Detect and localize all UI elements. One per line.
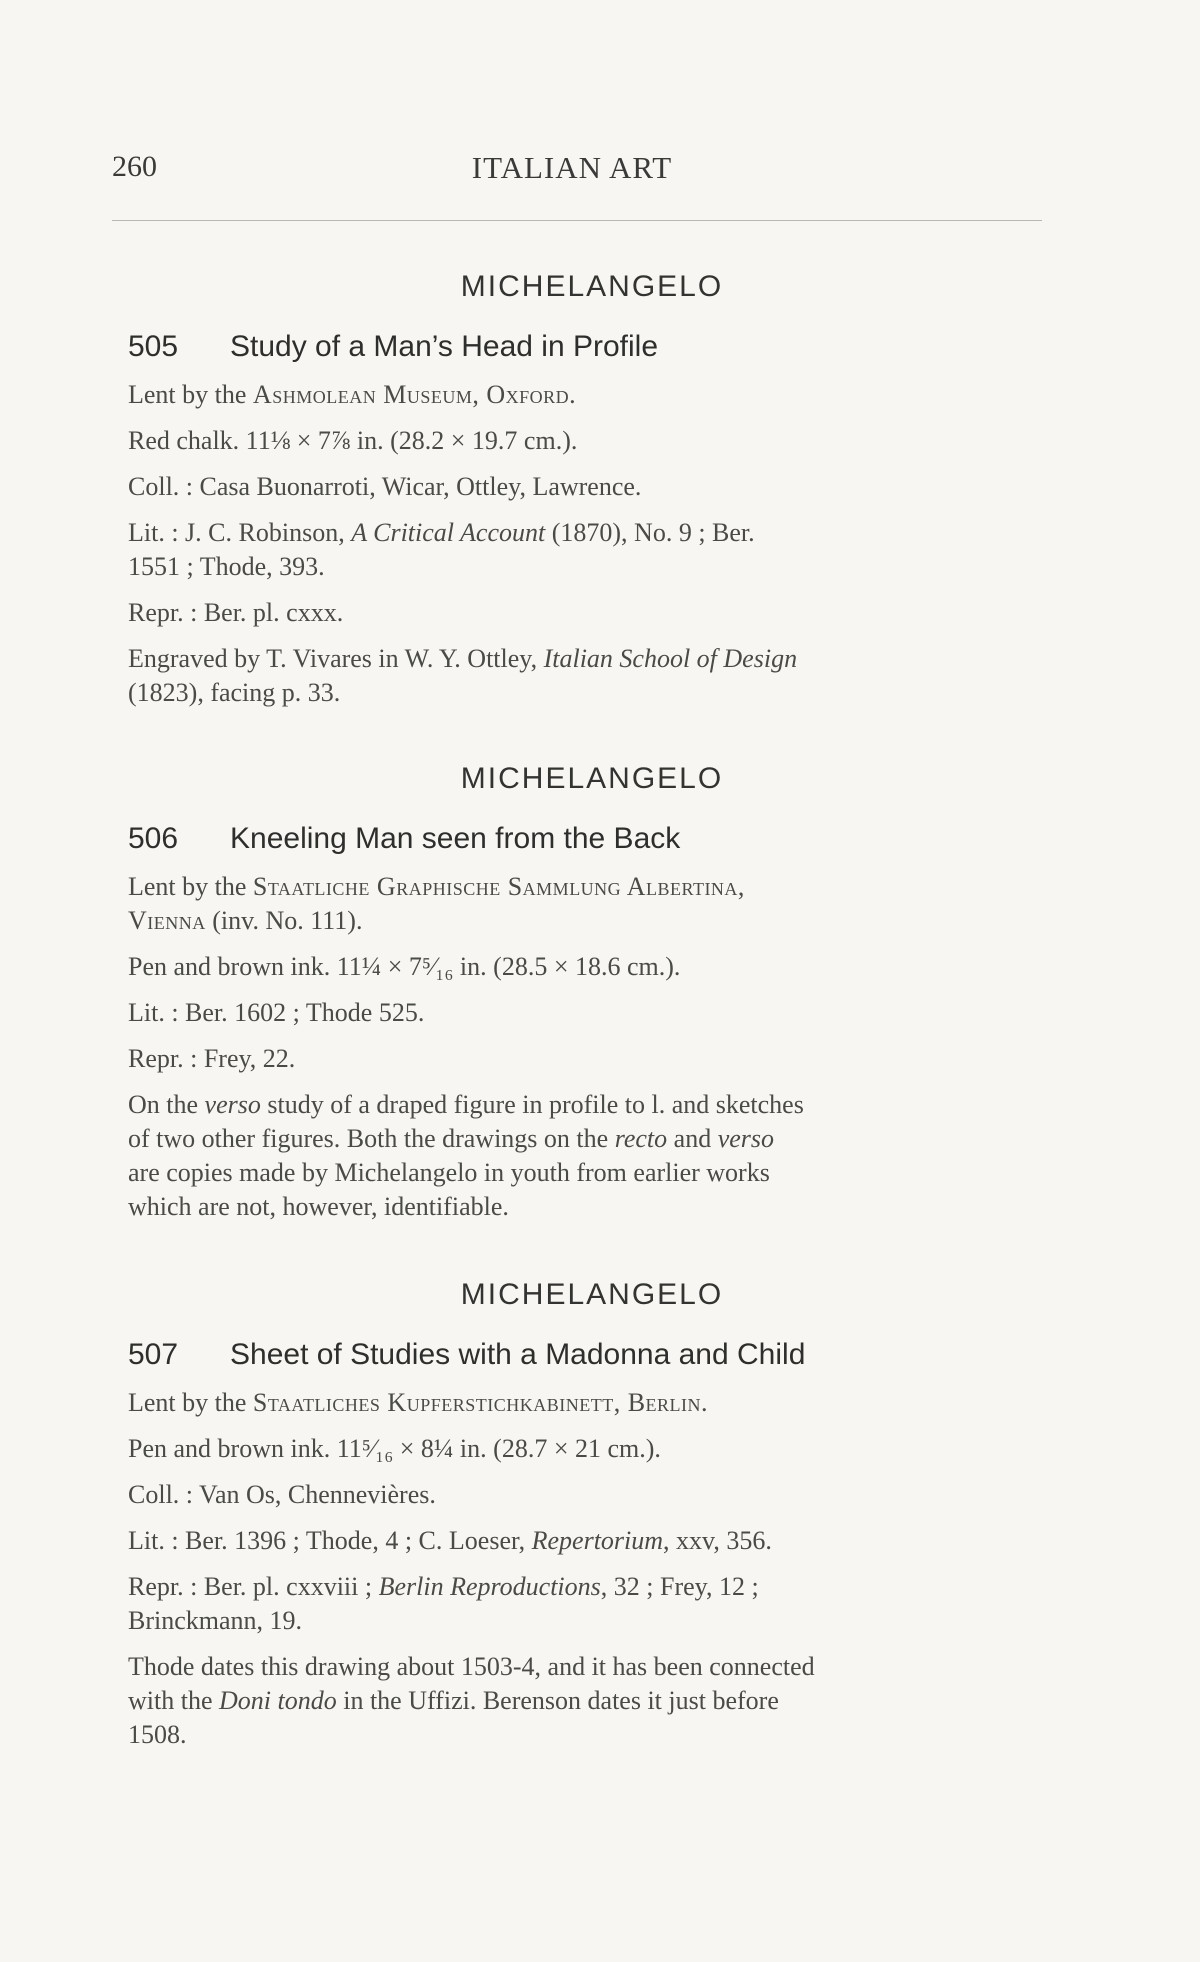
lent-prefix: Lent by the [128, 1388, 253, 1417]
note-text: of two other figures. Both the drawings on the [128, 1124, 615, 1153]
literature-line-cont: 1551 ; Thode, 393. [128, 552, 325, 581]
note-italic: Doni tondo [219, 1686, 337, 1715]
lit-text: Lit. : Ber. 1396 ; Thode, 4 ; C. Loeser, [128, 1526, 532, 1555]
note-line-cont [128, 1684, 1056, 1718]
lit-italic: Repertorium [531, 1526, 664, 1555]
note-italic: Italian School of Design [543, 644, 798, 673]
lender-name: Staatliches Kupferstichkabinett, Berlin. [252, 1388, 709, 1417]
collection-line: Coll. : Casa Buonarroti, Wicar, Ottley, Lawrence. [128, 472, 642, 501]
running-head [112, 150, 1032, 190]
note-text: in the Uffizi. Berenson dates it just before [336, 1686, 779, 1715]
reproduction-line [128, 1570, 1056, 1604]
repr-text: , 32 ; Frey, 12 ; [600, 1572, 759, 1601]
note-italic: verso [204, 1090, 261, 1119]
lender-line-cont [128, 904, 1056, 938]
note-line [128, 1088, 1056, 1122]
reproduction-line: Repr. : Ber. pl. cxxx. [128, 598, 344, 627]
entry-title-line [128, 822, 1056, 856]
note-line-cont: 1508. [128, 1720, 187, 1749]
entry-title-line [128, 330, 1056, 364]
lit-text: Lit. : J. C. Robinson, [128, 518, 352, 547]
lender-name: Ashmolean Museum, Oxford. [252, 380, 577, 409]
lent-prefix: Lent by the [128, 872, 253, 901]
catalogue-number: 506 [128, 822, 179, 855]
artist-heading: MICHELANGELO [460, 270, 724, 303]
repr-italic: Berlin Reproductions [378, 1572, 601, 1601]
note-line-cont: (1823), facing p. 33. [128, 678, 341, 707]
reproduction-line: Repr. : Frey, 22. [128, 1044, 296, 1073]
medium-line: Pen and brown ink. 11¼ × 7⁵⁄₁₆ in. (28.5 × 18.6 cm.). [128, 952, 681, 981]
literature-line [128, 516, 1056, 550]
catalogue-number: 505 [128, 330, 179, 363]
lender-line [128, 378, 1056, 412]
literature-line [128, 1524, 1056, 1558]
lit-italic: A Critical Account [351, 518, 546, 547]
note-text: with the [128, 1686, 219, 1715]
note-italic: verso [717, 1124, 775, 1153]
note-text: On the [128, 1090, 205, 1119]
note-line: Thode dates this drawing about 1503-4, and it has been connected [128, 1652, 815, 1681]
catalogue-entry-507 [128, 1278, 1056, 1752]
work-title: Sheet of Studies with a Madonna and Child [230, 1338, 806, 1371]
lit-text: , xxv, 356. [663, 1526, 772, 1555]
note-line-cont [128, 1122, 1056, 1156]
artist-heading: MICHELANGELO [460, 1278, 724, 1311]
running-title: ITALIAN ART [471, 150, 673, 185]
note-line-cont: which are not, however, identifiable. [128, 1192, 509, 1221]
lent-prefix: Lent by the [128, 380, 253, 409]
note-text: and [667, 1124, 718, 1153]
inventory-number: (inv. No. 111). [205, 906, 363, 935]
note-text: Engraved by T. Vivares in W. Y. Ottley, [128, 644, 544, 673]
note-line [128, 642, 1056, 676]
lender-line [128, 1386, 1056, 1420]
literature-line: Lit. : Ber. 1602 ; Thode 525. [128, 998, 425, 1027]
lender-line [128, 870, 1056, 904]
lender-name: Staatliche Graphische Sammlung Albertina, [252, 872, 745, 901]
lit-text: (1870), No. 9 ; Ber. [545, 518, 755, 547]
reproduction-line-cont: Brinckmann, 19. [128, 1606, 303, 1635]
work-title: Study of a Man’s Head in Profile [230, 330, 659, 363]
repr-text: Repr. : Ber. pl. cxxviii ; [128, 1572, 379, 1601]
header-rule [112, 220, 1042, 221]
note-line-cont: are copies made by Michelangelo in youth from earlier works [128, 1158, 770, 1187]
page-number: 260 [112, 150, 157, 183]
note-italic: recto [614, 1124, 668, 1153]
catalogue-number: 507 [128, 1338, 179, 1371]
catalogue-entry-505 [128, 270, 1056, 710]
catalogue-entry-506 [128, 762, 1056, 1224]
collection-line: Coll. : Van Os, Chennevières. [128, 1480, 436, 1509]
lender-city: Vienna [128, 906, 206, 935]
artist-heading: MICHELANGELO [460, 762, 724, 795]
medium-line: Pen and brown ink. 11⁵⁄₁₆ × 8¼ in. (28.7 × 21 cm.). [128, 1434, 661, 1463]
entry-title-line [128, 1338, 1056, 1372]
work-title: Kneeling Man seen from the Back [230, 822, 681, 855]
medium-line: Red chalk. 11⅛ × 7⅞ in. (28.2 × 19.7 cm.). [128, 426, 578, 455]
note-text: study of a draped figure in profile to l. and sketches [260, 1090, 804, 1119]
